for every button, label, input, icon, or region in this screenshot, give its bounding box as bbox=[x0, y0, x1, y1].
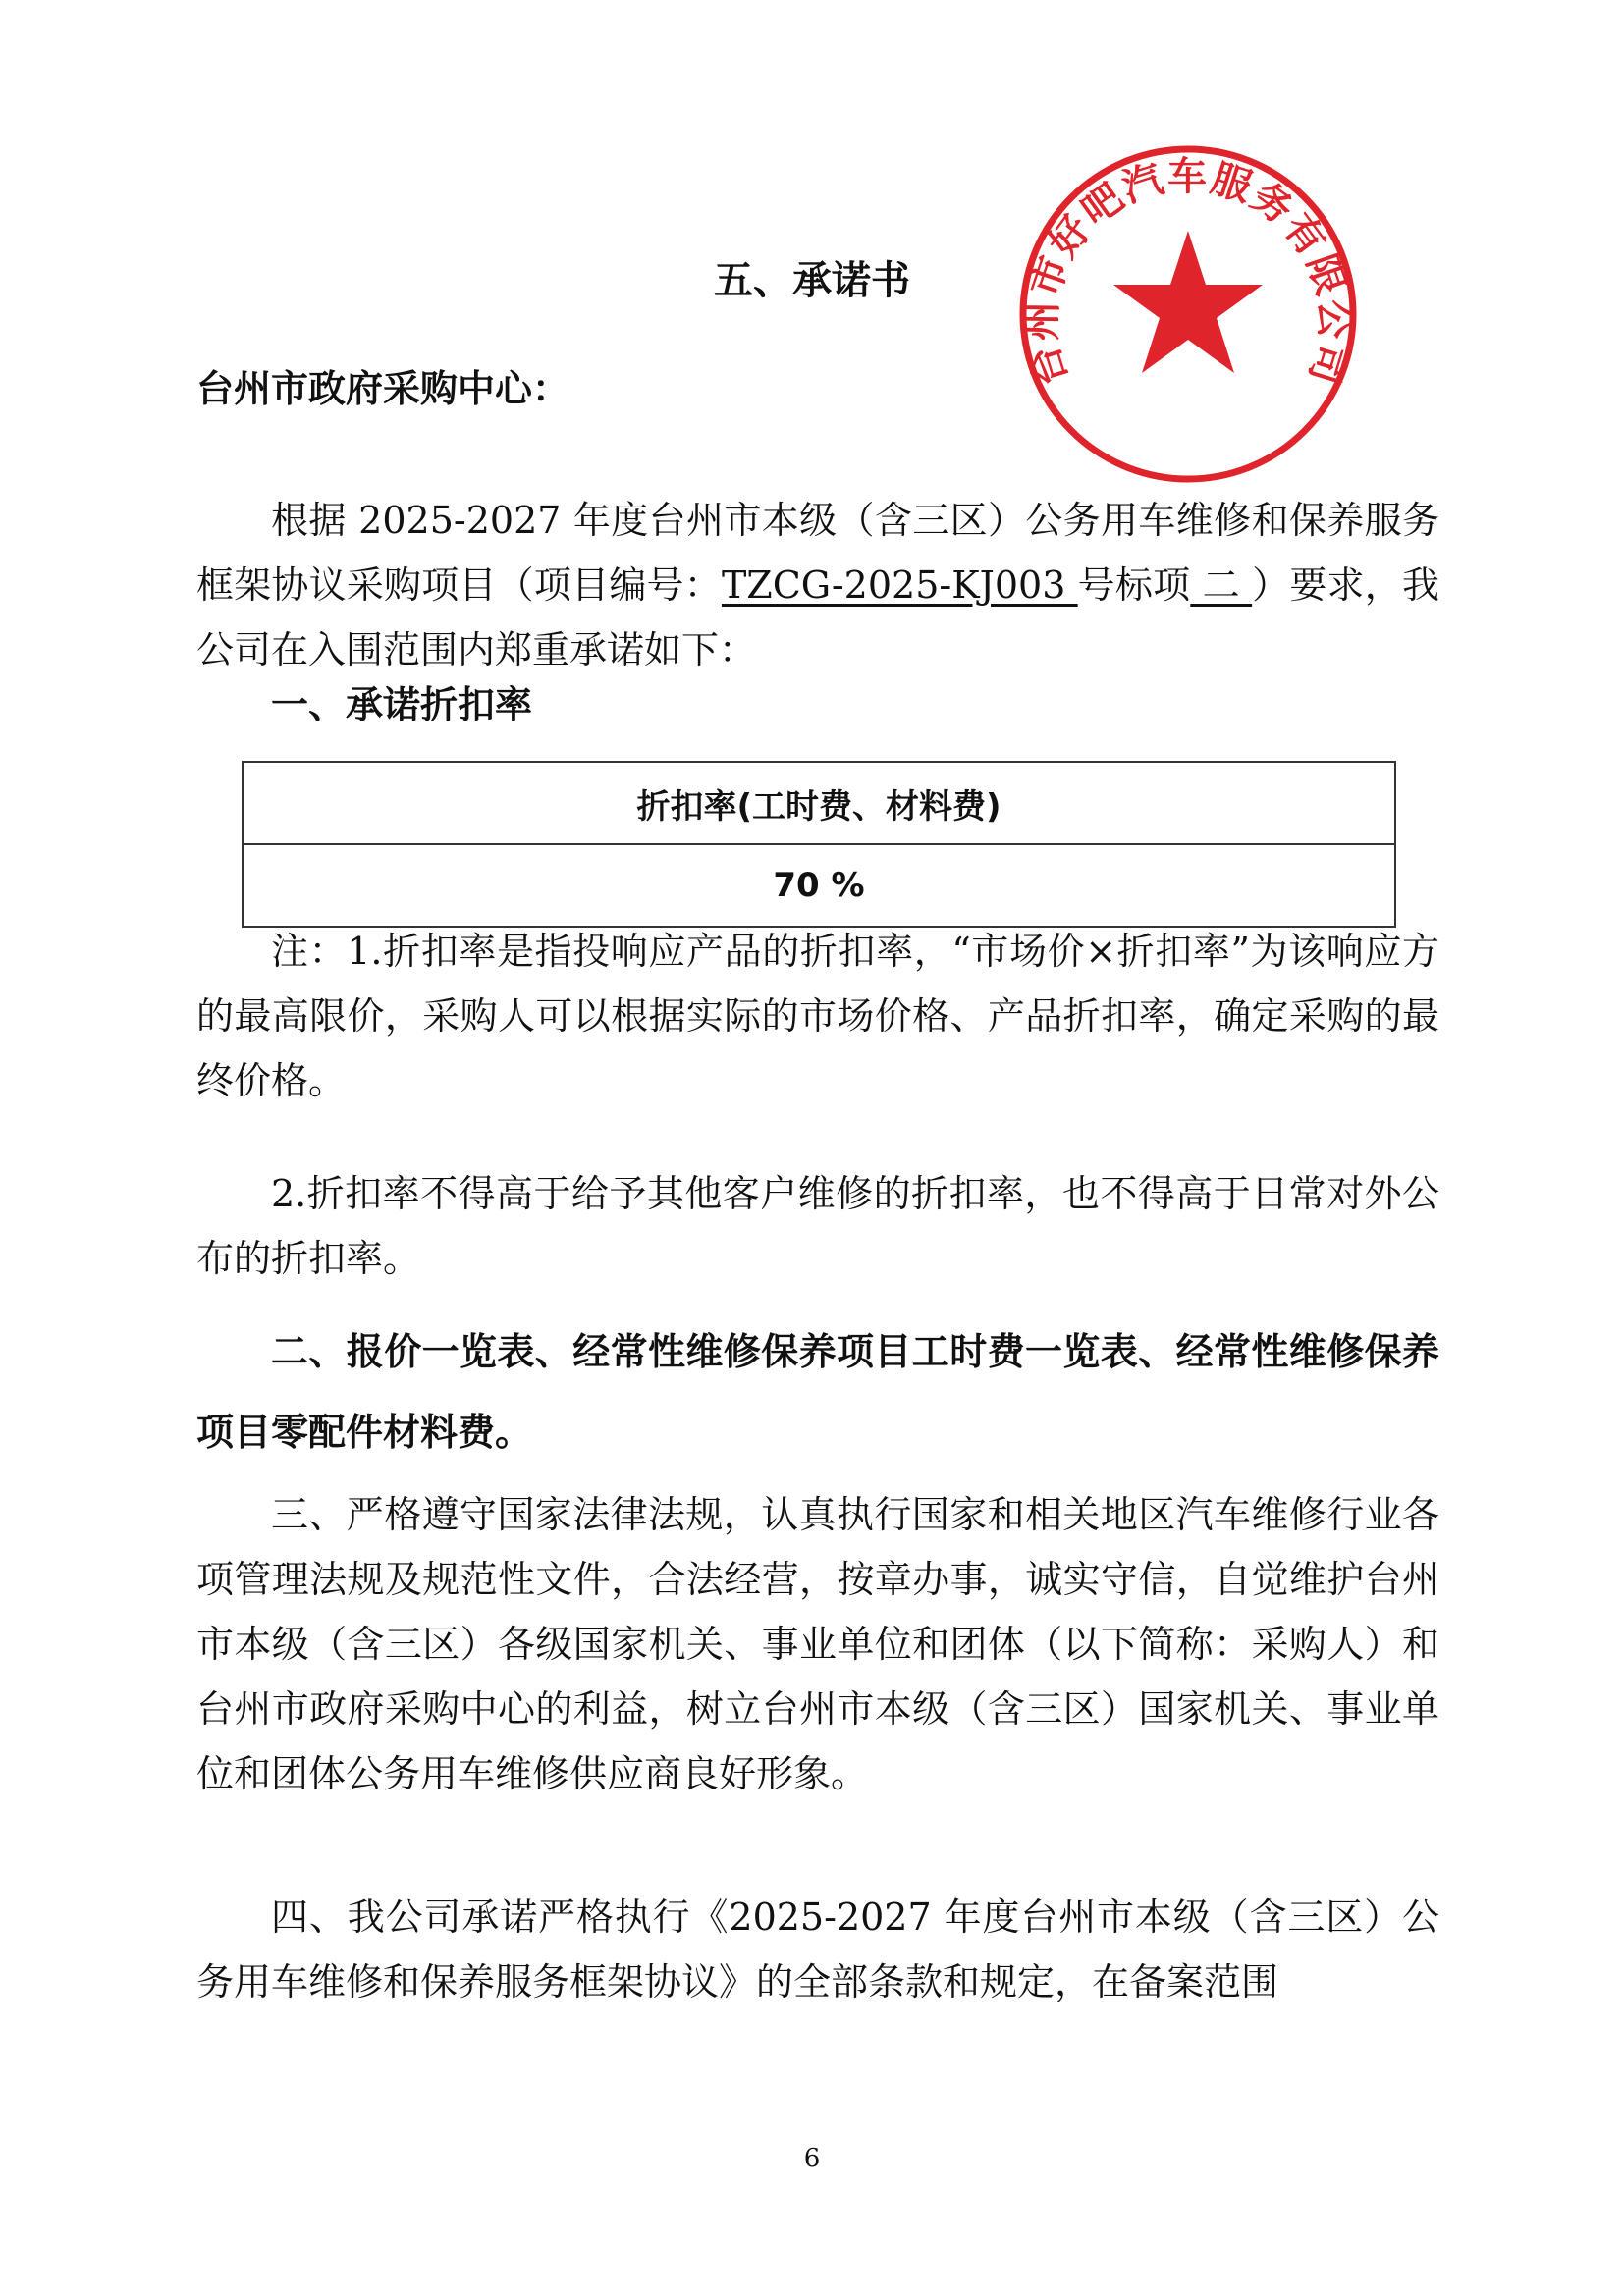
intro-text-1: 根据 2025-2027 年度台州市本级（含三区）公务用车维修和保养服务框架协议采购项目（项目编号： bbox=[196, 499, 1439, 607]
section-4: 四、我公司承诺严格执行《2025-2027 年度台州市本级（含三区）公务用车维修和保养服务框架协议》的全部条款和规定，在备案范围 bbox=[196, 1896, 1439, 2003]
section-3: 三、严格遵守国家法律法规，认真执行国家和相关地区汽车维修行业各项管理法规及规范性文件，合法经营，按章办事，诚实守信，自觉维护台州市本级（含三区）各级国家机关、事业单位和团体（以下简称：采购人）和台州市政府采购中心的利益，树立台州市本级（含三区）国家机关、事业单位和团体公务用车维修供应商良好形象。 bbox=[196, 1493, 1439, 1795]
section-2: 二、报价一览表、经常性维修保养项目工时费一览表、经常性维修保养项目零配件材料费。 bbox=[196, 1330, 1439, 1454]
rate-table-value: 70 % bbox=[243, 844, 1395, 927]
page-title: 五、承诺书 bbox=[714, 258, 910, 303]
note-1: 注：1.折扣率是指投响应产品的折扣率，“市场价×折扣率”为该响应方的最高限价，采购人可以根据实际的市场价格、产品折扣率，确定采购的最终价格。 bbox=[196, 930, 1439, 1102]
rate-table-header: 折扣率(工时费、材料费) bbox=[243, 762, 1395, 844]
intro-text-2: 号标项 bbox=[1077, 563, 1191, 607]
intro-paragraph bbox=[196, 488, 1439, 682]
svg-text:台州市好吧汽车服务有限公司: 台州市好吧汽车服务有限公司 bbox=[1019, 154, 1357, 392]
addressee: 台州市政府采购中心： bbox=[196, 367, 570, 410]
project-code: TZCG-2025-KJ003 bbox=[721, 563, 1078, 607]
company-seal bbox=[1011, 137, 1365, 491]
section1-heading: 一、承诺折扣率 bbox=[271, 683, 533, 726]
note-2: 2.折扣率不得高于给予其他客户维修的折扣率，也不得高于日常对外公布的折扣率。 bbox=[196, 1172, 1439, 1280]
intro-text-3: ）要求，我公司在入围范围内郑重承诺如下： bbox=[196, 563, 1439, 671]
page-number: 6 bbox=[803, 2144, 821, 2173]
lot-number: 二 bbox=[1190, 563, 1253, 607]
discount-rate-table bbox=[242, 761, 1396, 928]
